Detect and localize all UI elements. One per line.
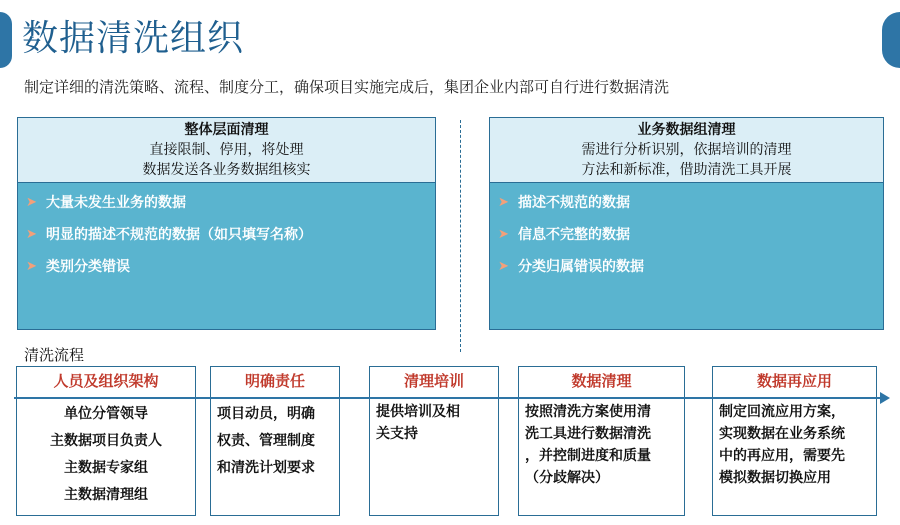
stage-line: 项目动员，明确 <box>217 406 315 422</box>
list-item-label: 分类归属错误的数据 <box>518 259 644 275</box>
stage-line: 主数据专家组 <box>64 460 148 476</box>
business-cleanup-list <box>490 183 883 283</box>
business-cleanup-heading: 业务数据组清理 <box>637 122 736 138</box>
overall-cleanup-list <box>18 183 435 283</box>
business-cleanup-box <box>489 117 884 330</box>
stage-line: 实现数据在业务系统 <box>719 426 845 442</box>
list-item-label: 明显的描述不规范的数据（如只填写名称） <box>46 227 312 243</box>
stage-data-cleanup <box>518 366 685 516</box>
chevron-right-icon: ➤ <box>498 195 509 210</box>
stage-line: 主数据清理组 <box>64 487 148 503</box>
stage-line: 提供培训及相 <box>376 404 460 420</box>
list-item-label: 信息不完整的数据 <box>518 227 630 243</box>
stage-data-reuse <box>712 366 877 516</box>
list-item-label: 描述不规范的数据 <box>518 195 630 211</box>
stage-line: 权责、管理制度 <box>217 433 315 449</box>
stage-line: 按照清洗方案使用清 <box>525 404 651 420</box>
stage-line: 制定回流应用方案， <box>719 404 845 420</box>
list-item <box>498 187 883 219</box>
page-title: 数据清洗组织 <box>22 18 245 59</box>
chevron-right-icon: ➤ <box>26 227 37 242</box>
flow-label: 清洗流程 <box>24 346 85 364</box>
chevron-right-icon: ➤ <box>26 259 37 274</box>
business-cleanup-header <box>490 118 883 183</box>
stage-line: ，并控制进度和质量 <box>525 448 651 464</box>
stage-body <box>713 395 876 489</box>
stage-body <box>17 395 195 509</box>
arrow-right-icon <box>880 392 890 404</box>
stage-title: 明确责任 <box>244 372 305 390</box>
stage-line: 主数据项目负责人 <box>50 433 162 449</box>
overall-cleanup-desc-1: 直接限制、停用，将处理 <box>149 142 304 158</box>
chevron-right-icon: ➤ <box>498 259 509 274</box>
column-divider <box>460 120 461 352</box>
stage-body <box>211 395 339 482</box>
business-cleanup-desc-2: 方法和新标准，借助清洗工具开展 <box>581 162 792 178</box>
stage-body <box>370 395 498 445</box>
chevron-right-icon: ➤ <box>26 195 37 210</box>
stage-title: 数据清理 <box>571 372 632 390</box>
list-item <box>498 251 883 283</box>
stage-line: 关支持 <box>376 426 418 442</box>
overall-cleanup-desc-2: 数据发送各业务数据组核实 <box>142 162 311 178</box>
list-item <box>26 251 435 283</box>
page-subtitle: 制定详细的清洗策略、流程、制度分工，确保项目实施完成后，集团企业内部可自行进行数据清洗 <box>24 78 670 96</box>
stage-line: 中的再应用，需要先 <box>719 448 845 464</box>
chevron-right-icon: ➤ <box>498 227 509 242</box>
stage-body <box>519 395 684 489</box>
stage-title: 人员及组织架构 <box>53 372 159 390</box>
stage-title: 清理培训 <box>403 372 464 390</box>
stage-line: 洗工具进行数据清洗 <box>525 426 651 442</box>
title-accent-right <box>882 12 900 68</box>
list-item-label: 大量未发生业务的数据 <box>46 195 186 211</box>
title-accent-left <box>0 12 12 68</box>
list-item <box>26 219 435 251</box>
stage-line: （分歧解决） <box>525 470 609 486</box>
stage-line: 模拟数据切换应用 <box>719 470 831 486</box>
stage-line: 和清洗计划要求 <box>217 460 315 476</box>
list-item <box>498 219 883 251</box>
overall-cleanup-heading: 整体层面清理 <box>184 122 269 138</box>
stage-line: 单位分管领导 <box>64 406 148 422</box>
stage-title: 数据再应用 <box>756 372 832 390</box>
flow-line <box>14 397 888 399</box>
stage-people-org <box>16 366 196 516</box>
stage-training <box>369 366 499 516</box>
overall-cleanup-box <box>17 117 436 330</box>
business-cleanup-desc-1: 需进行分析识别，依据培训的清理 <box>581 142 792 158</box>
stage-responsibility <box>210 366 340 516</box>
overall-cleanup-header <box>18 118 435 183</box>
list-item-label: 类别分类错误 <box>46 259 130 275</box>
list-item <box>26 187 435 219</box>
